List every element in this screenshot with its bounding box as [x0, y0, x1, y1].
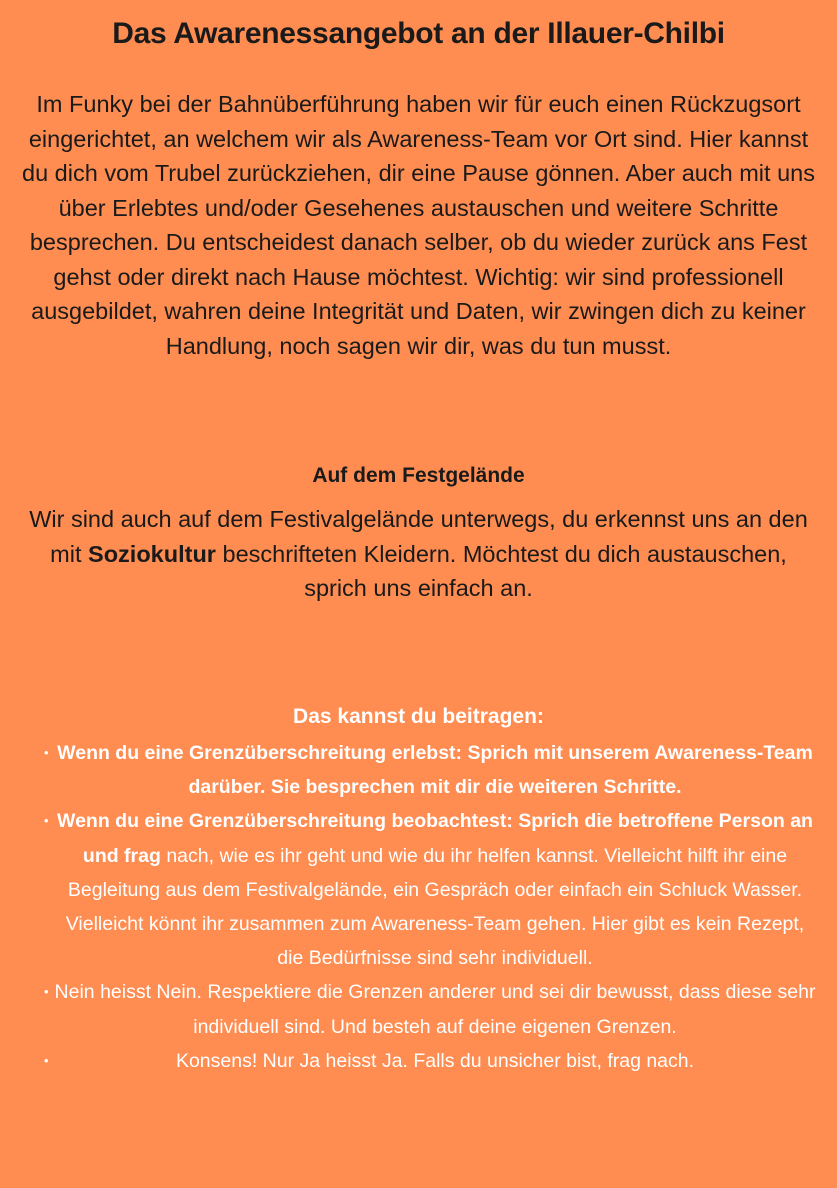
- list-item-light: nach, wie es ihr geht und wie du ihr helfen kannst. Vielleicht hilft ihr eine Begleitung aus dem Festivalgelände, ein Gespräch oder einfach ein Schluck Wasser. Vielleicht könnt ihr zusammen zum Awareness-Team gehen. Hier gibt es kein Rezept, die Bedürfnisse sind sehr individuell.: [65, 844, 805, 970]
- contribute-list: [44, 736, 818, 1078]
- festival-paragraph: [18, 502, 819, 606]
- list-item: [44, 975, 818, 1043]
- list-item: [44, 804, 818, 975]
- list-item-strong: Wenn du eine Grenzüberschreitung erlebst: Sprich mit unserem Awareness-Team darüber. Sie besprechen mit dir die weiteren Schritte.: [57, 742, 813, 799]
- bullet-icon: •: [44, 745, 49, 760]
- festival-text-before: Wir sind auch auf dem Festivalgelände unterwegs, du erkennst uns an den mit: [29, 506, 808, 567]
- bullet-icon: •: [44, 1052, 49, 1068]
- page-title: Das Awarenessangebot an der Illauer-Chilbi: [112, 17, 725, 50]
- list-item: [44, 1044, 818, 1078]
- intro-paragraph: Im Funky bei der Bahnüberführung haben wir für euch einen Rückzugsort eingerichtet, an welchem wir als Awareness-Team vor Ort sind. Hier kannst du dich vom Trubel zurückziehen, dir eine Pause gönnen. Aber auch mit uns über Erlebtes und/oder Gesehenes austauschen und weitere Schritte besprechen. Du entscheidest danach selber, ob du wieder zurück ans Fest gehst oder direkt nach Hause möchtest. Wichtig: wir sind professionell ausgebildet, wahren deine Integrität und Daten, wir zwingen dich zu keiner Handlung, noch sagen wir dir, was du tun musst.: [22, 91, 815, 359]
- list-item-light: Nein heisst Nein. Respektiere die Grenzen anderer und sei dir bewusst, dass diese sehr individuell sind. Und besteh auf deine eigenen Grenzen.: [54, 981, 816, 1038]
- list-item-strong: Wenn du eine Grenzüberschreitung beobachtest: Sprich die betroffene Person an und frag: [57, 810, 813, 867]
- festival-heading: Auf dem Festgelände: [312, 464, 525, 487]
- festival-text-after: beschrifteten Kleidern. Möchtest du dich austauschen, sprich uns einfach an.: [215, 540, 787, 601]
- list-item: [44, 736, 818, 804]
- festival-text-bold: Soziokultur: [88, 540, 216, 567]
- bullet-icon: •: [44, 813, 49, 829]
- contribute-heading: Das kannst du beitragen:: [293, 705, 544, 728]
- bullet-icon: •: [44, 984, 49, 1000]
- list-item-light: Konsens! Nur Ja heisst Ja. Falls du unsicher bist, frag nach.: [175, 1049, 695, 1072]
